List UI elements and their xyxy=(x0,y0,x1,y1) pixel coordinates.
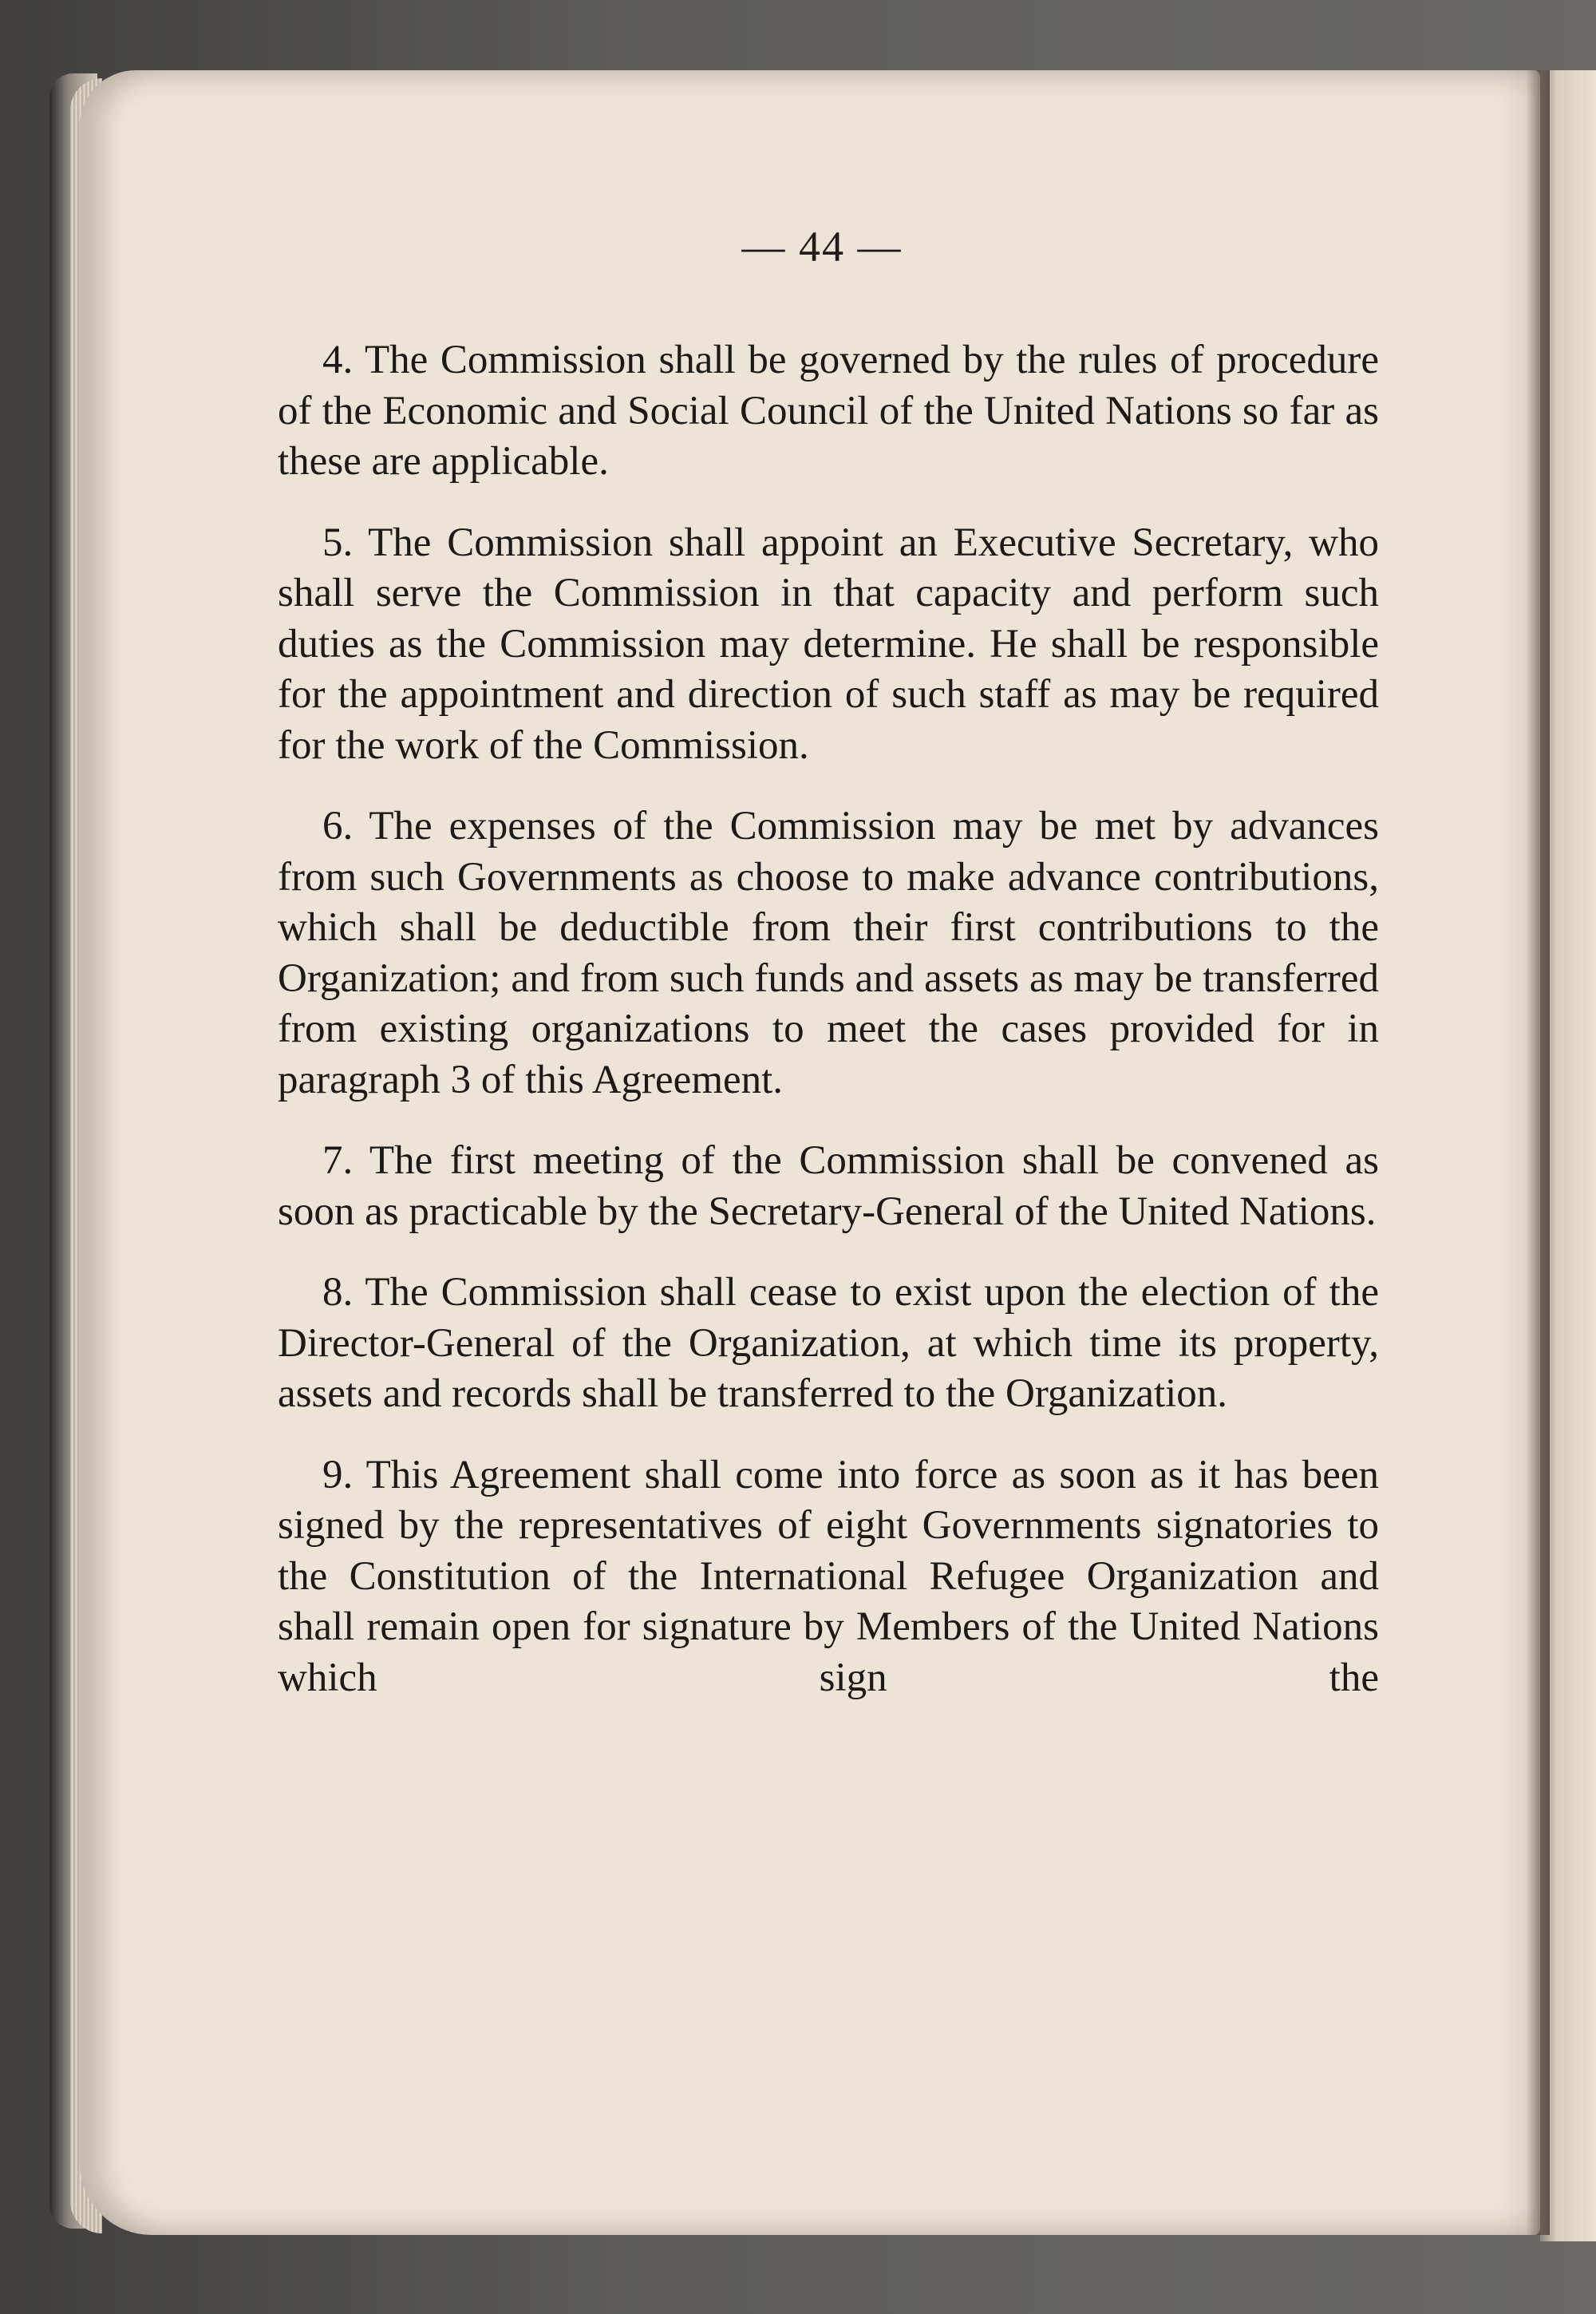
book-gutter-shadow xyxy=(1526,70,1550,2235)
paragraph-8: 8. The Commission shall cease to exist upon the election of the Director-General of the Organization, at which time its property, assets and records shall be transferred to the Organization. xyxy=(278,1270,1379,1416)
page-number: — 44 — xyxy=(741,223,903,271)
paragraph-4: 4. The Commission shall be governed by the rules of procedure of the Economic and Social Council of the United Nations so far as these are applicable. xyxy=(278,338,1379,484)
paragraph-6: 6. The expenses of the Commission may be met by advances from such Governments as choose to make advance contributions, which shall be deductible from their first contributions to the Organization; and from such funds and assets as may be transferred from existing organizations to meet the cases provided for in paragraph 3 of this Agreement. xyxy=(278,804,1379,1102)
paragraph-7: 7. The first meeting of the Commission shall be convened as soon as practicable by the Secretary-General of the United Nations. xyxy=(278,1138,1379,1234)
paragraph-5: 5. The Commission shall appoint an Executive Secretary, who shall serve the Commission in that capacity and perform such duties as the Commission may determine. He shall be responsible for the appointment and direction of such staff as may be required for the work of the Commission. xyxy=(278,520,1379,768)
paragraph-9: 9. This Agreement shall come into force as soon as it has been signed by the representatives of eight Governments signatories to the Constitution of the International Refugee Organization and shall remain open for signature by Members of the United Nations which sign the xyxy=(278,1452,1379,1700)
page-body-text xyxy=(278,335,1379,1734)
